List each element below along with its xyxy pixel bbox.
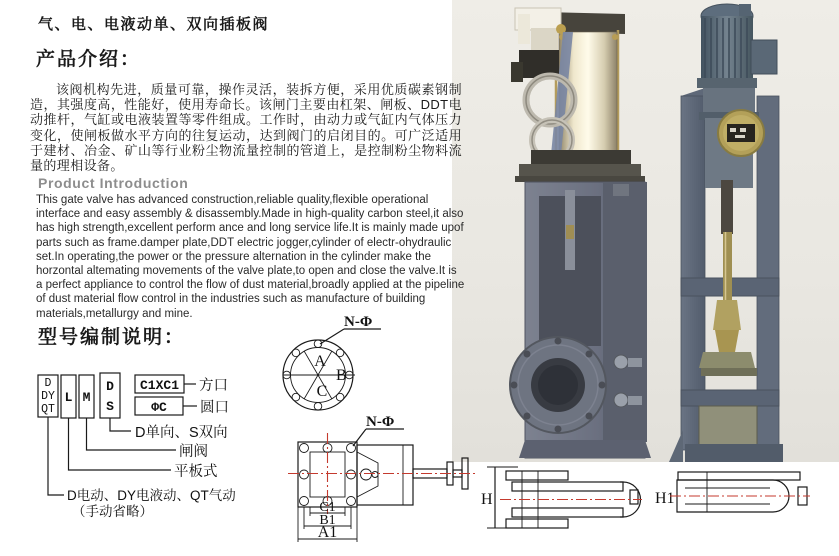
side-view-h [481, 467, 642, 528]
bolt-count-label-round: N-Φ [344, 314, 373, 330]
model-heading: 型号编制说明： [38, 327, 186, 348]
brass-screw [723, 232, 732, 306]
dim-b1: B1 [319, 513, 336, 528]
bolt-leader-square [353, 429, 366, 446]
motor-flange [697, 78, 757, 88]
label-manual-note: （手动省略） [72, 504, 153, 519]
code-actuator-qt: QT [41, 403, 55, 416]
screw-coupling [713, 300, 741, 330]
code-direction-d: D [106, 379, 114, 394]
photo-pneumatic-valve [455, 0, 673, 460]
dim-c1: C1 [319, 500, 336, 515]
code-actuator-d: D [44, 377, 52, 390]
code-square-size: C1XC1 [139, 378, 180, 393]
cable-gland [511, 62, 523, 82]
side-view-drawings [470, 455, 839, 556]
h-end-cap [630, 490, 638, 504]
motor-body [701, 16, 753, 80]
frame-base [685, 444, 783, 462]
label-direction: D单向、S双向 [135, 425, 228, 441]
label-gate: 闸阀 [179, 444, 208, 460]
label-plate-type: 平板式 [174, 464, 218, 480]
side-handle [613, 184, 629, 196]
photo-electric-valve [655, 0, 839, 466]
code-direction-s: S [106, 399, 114, 414]
code-m: M [82, 390, 91, 405]
h-bottom-flange [506, 519, 568, 528]
h-top-flange [506, 471, 568, 480]
h-upper-bar [512, 482, 623, 491]
model-leader-lines [48, 417, 236, 519]
solenoid-body [531, 28, 557, 52]
cylinder-body [357, 445, 413, 505]
mount-plate [519, 164, 641, 176]
model-code-boxes [38, 373, 229, 418]
solenoid-coil [518, 14, 530, 44]
motor-lift-lug [739, 4, 751, 16]
h-dim-label: H [481, 491, 493, 508]
bolt-leader-round [320, 329, 344, 344]
code-l: L [64, 390, 73, 405]
h-lower-bar [512, 508, 623, 517]
base-flare [669, 430, 683, 462]
model-and-flange-diagram [0, 300, 480, 556]
valve-body-left [510, 182, 651, 458]
label-round-port: 圆口 [200, 400, 229, 416]
rod-hub-small [372, 472, 378, 478]
intro-paragraph-en: This gate valve has advanced construction,reliable quality,flexible operational interface and easy assembly & disassembly.Made in high-quality carbon steel,it also has high strength,excellent perform ance and long service life.It is mainly made upof parts such as frame.damper plate,DDT electric jogger,cylinder of electr-ohydraulic set.In operating,the power or the pressure alternation in the cylinder make the horzontal altemating movements of the valve plate,to open and close the valve.It is a perfect appliance to control the flow of dust material,broadly applied at the pipeline of dust material flow control in the industries such as manufacture of building materials,metallurgy and mine. [36, 194, 465, 320]
label-square-port: 方口 [199, 378, 228, 394]
square-flange-drawing [288, 414, 478, 542]
dimension-lines [298, 500, 357, 542]
intro-heading-cn: 产品介绍： [36, 49, 142, 70]
label-actuator-types: D电动、DY电液动、QT气动 [67, 488, 236, 503]
intro-heading-en: Product Introduction [38, 175, 189, 191]
rod-hub [361, 469, 372, 480]
valve-foot [519, 440, 651, 458]
pneumatic-cylinder-assembly [511, 8, 645, 182]
screw-nut [715, 330, 739, 352]
leader-line-direction [110, 418, 131, 431]
side-view-h1 [655, 472, 810, 512]
page-title: 气、电、电液动单、双向插板阀 [38, 16, 270, 33]
stem-brass-nut [566, 225, 574, 239]
axis-c-label: C [316, 383, 328, 400]
h1-dim-label: H1 [655, 490, 675, 507]
h1-top-bar [678, 472, 800, 480]
flange-circle-drawing [283, 314, 381, 410]
cylinder-base-plate [531, 150, 631, 164]
axis-b-label: B [336, 367, 347, 384]
crossbar-lower [681, 390, 779, 406]
dim-a1: A1 [317, 524, 338, 541]
code-round-size: ΦC [151, 400, 167, 415]
gate-plate-top [699, 352, 755, 368]
intro-paragraph-cn: 该阀机构先进，质量可靠，操作灵活，装拆方便，采用优质碳素钢制造，其强度高，性能好，使用寿命长。该闸门主要由杠架、闸板、DDT电动推杆，气缸或电液装置等零件组成。工作时，由动力或气缸内气体压力变化，使闸板做水平方向的往复运动，达到阀门的启闭目的。可广泛适用于建材、冶金、矿山等行业粉尘物流量控制的管道上，是控制粉尘物料流量的理相设备。 [30, 82, 462, 174]
gate-window [699, 406, 757, 450]
axis-a-label: A [314, 353, 326, 370]
code-actuator-dy: DY [41, 390, 55, 403]
drive-shaft [721, 180, 733, 234]
terminal-box [751, 40, 777, 74]
dial-window [727, 124, 755, 142]
bolt-count-label-square: N-Φ [366, 414, 395, 430]
leader-line-actuator [48, 417, 64, 495]
